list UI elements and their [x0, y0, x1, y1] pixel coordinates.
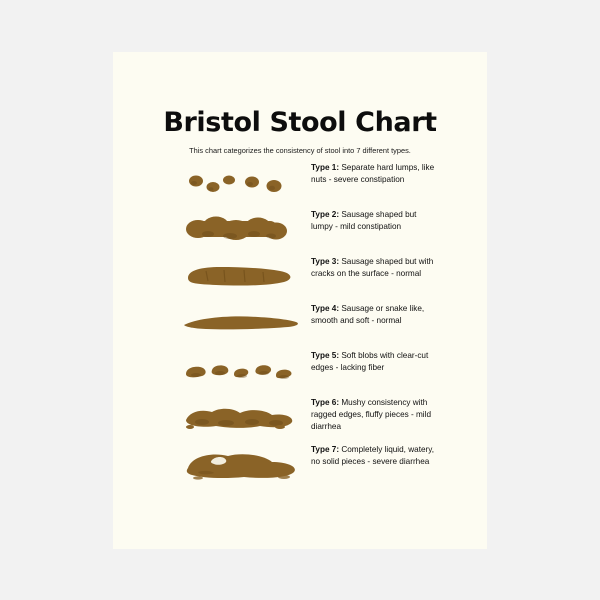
stool-type-list — [113, 160, 487, 489]
poster-canvas — [113, 52, 487, 549]
stool-type-description — [311, 303, 436, 327]
stool-type-description — [311, 209, 436, 233]
stool-type-label: Type 3: — [311, 257, 340, 266]
list-item — [113, 442, 487, 489]
stool-art-mushy-pieces — [168, 395, 316, 442]
stool-type-label: Type 1: — [311, 163, 340, 172]
stool-type-text: Separate hard lumps, like nuts - severe constipation — [311, 163, 435, 184]
stool-type-label: Type 4: — [311, 304, 340, 313]
stool-type-text: Sausage shaped but lumpy - mild constipation — [311, 210, 417, 231]
list-item — [113, 395, 487, 442]
stool-type-description — [311, 350, 436, 374]
list-item — [113, 348, 487, 395]
list-item — [113, 207, 487, 254]
stool-type-label: Type 2: — [311, 210, 340, 219]
stool-art-lumpy-sausage — [168, 207, 316, 254]
stool-type-text: Sausage or snake like, smooth and soft - normal — [311, 304, 425, 325]
stool-type-description — [311, 444, 436, 468]
list-item — [113, 160, 487, 207]
stool-type-label: Type 5: — [311, 351, 340, 360]
list-item — [113, 301, 487, 348]
stool-type-description — [311, 256, 436, 280]
stool-type-text: Sausage shaped but with cracks on the surface - normal — [311, 257, 434, 278]
stool-art-smooth-snake — [168, 301, 316, 348]
stool-type-description — [311, 162, 436, 186]
stool-art-separate-hard-lumps — [168, 160, 316, 207]
list-item — [113, 254, 487, 301]
stool-type-text: Completely liquid, watery, no solid pieces - severe diarrhea — [311, 445, 435, 466]
stool-art-soft-blobs — [168, 348, 316, 395]
stool-type-label: Type 7: — [311, 445, 340, 454]
stool-art-liquid-watery — [168, 442, 316, 489]
stool-type-text: Soft blobs with clear-cut edges - lacking fiber — [311, 351, 429, 372]
stool-art-cracked-sausage — [168, 254, 316, 301]
stool-type-description — [311, 397, 436, 433]
stool-type-text: Mushy consistency with ragged edges, fluffy pieces - mild diarrhea — [311, 398, 431, 431]
page-title: Bristol Stool Chart — [163, 107, 437, 138]
page-subtitle: This chart categorizes the consistency of stool into 7 different types. — [189, 146, 411, 155]
stool-type-label: Type 6: — [311, 398, 340, 407]
